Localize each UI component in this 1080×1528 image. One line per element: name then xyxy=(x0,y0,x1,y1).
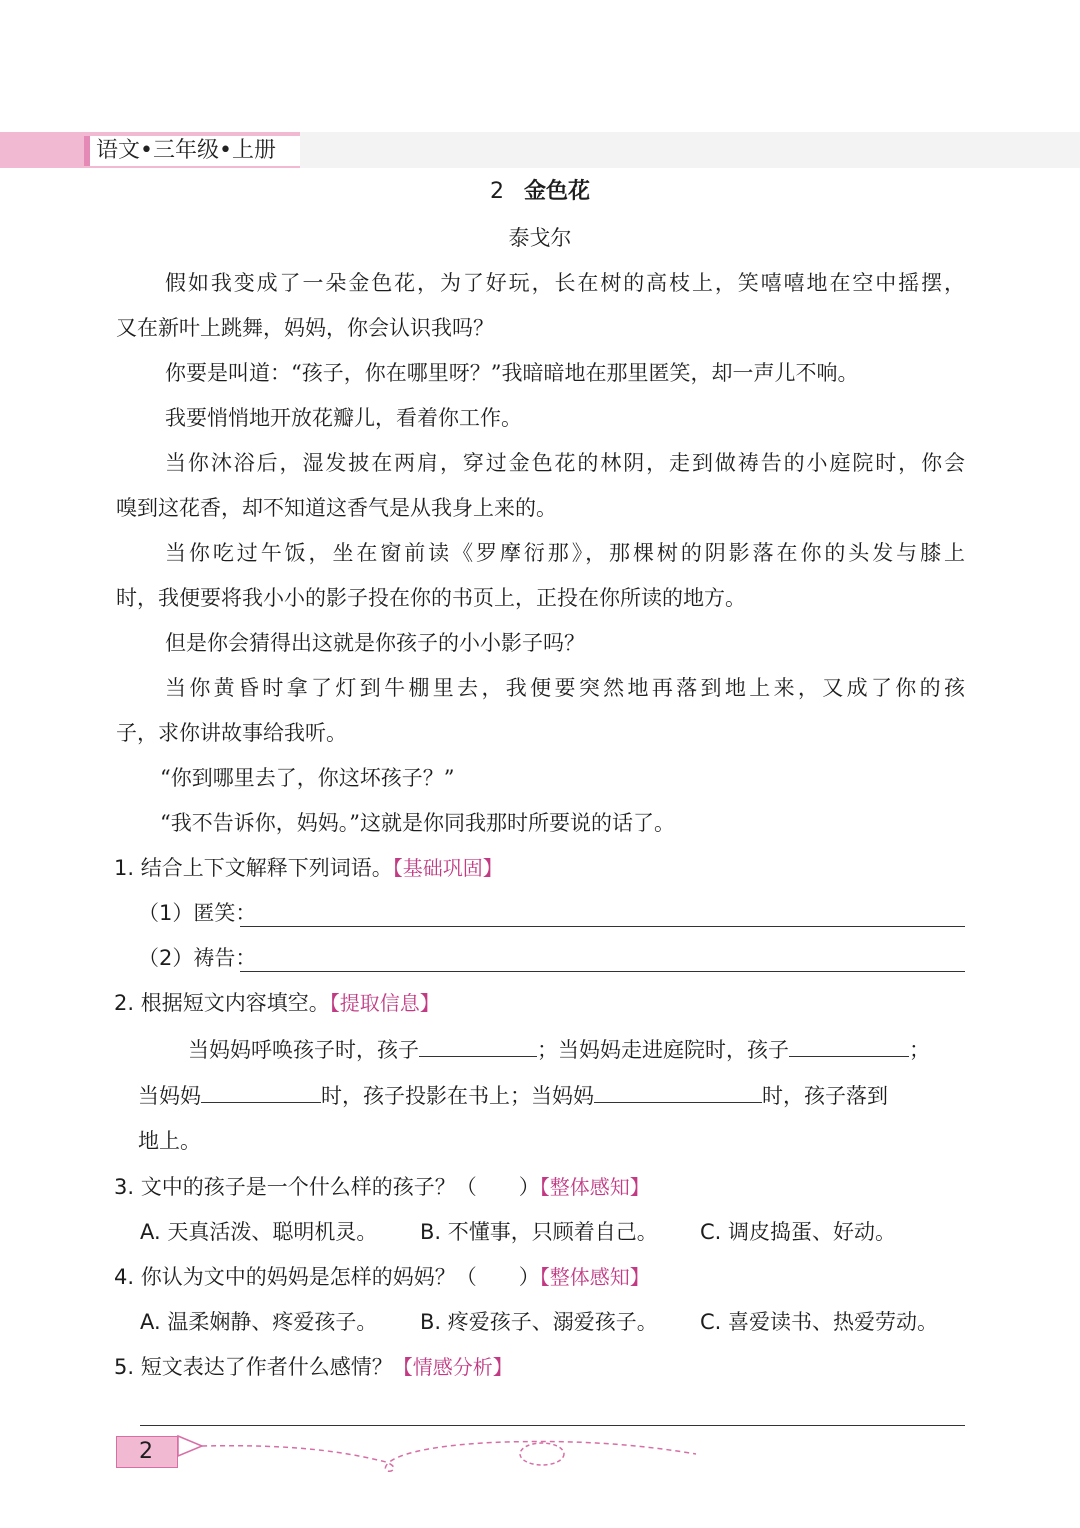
question-5-tag: 【情感分析】 xyxy=(392,1355,513,1379)
lesson-author: 泰戈尔 xyxy=(508,226,572,250)
fill-blank-2[interactable] xyxy=(789,1034,909,1057)
question-3-option-c[interactable]: C. 调皮捣蛋、好动。 xyxy=(700,1220,897,1244)
q2-text-segment: 时，孩子落到 xyxy=(762,1084,888,1108)
lesson-number: 2 xyxy=(489,179,504,204)
question-2 xyxy=(114,988,440,1018)
lesson-title-text: 金色花 xyxy=(523,179,590,204)
question-1 xyxy=(114,853,503,883)
passage-line: 嗅到这花香，却不知道这香气是从我身上来的。 xyxy=(116,496,557,520)
passage-line: 当你沐浴后，湿发披在两肩，穿过金色花的林阴，走到做祷告的小庭院时，你会 xyxy=(165,451,965,475)
passage-line: 你要是叫道：“孩子，你在哪里呀？”我暗暗地在那里匿笑，却一声儿不响。 xyxy=(165,361,859,385)
answer-line-2[interactable] xyxy=(240,971,965,972)
question-3-option-a[interactable]: A. 天真活泼、聪明机灵。 xyxy=(140,1220,378,1244)
question-1-item-1: （1）匿笑： xyxy=(138,901,257,925)
q2-text-segment: 当妈妈 xyxy=(138,1084,201,1108)
fill-blank-3[interactable] xyxy=(201,1080,321,1103)
question-2-line-1 xyxy=(188,1034,930,1065)
fill-blank-4[interactable] xyxy=(594,1080,762,1103)
question-1-tag: 【基础巩固】 xyxy=(392,856,503,880)
question-3 xyxy=(114,1172,650,1202)
passage-line: 当你吃过午饭，坐在窗前读《罗摩衍那》，那棵树的阴影落在你的头发与膝上 xyxy=(165,541,965,565)
passage-line: 假如我变成了一朵金色花，为了好玩，长在树的高枝上，笑嘻嘻地在空中摇摆， xyxy=(165,271,965,295)
answer-line-1[interactable] xyxy=(240,926,965,927)
q2-text-segment: ； xyxy=(909,1038,930,1062)
question-2-line-2 xyxy=(138,1080,888,1111)
question-2-line-3: 地上。 xyxy=(138,1129,201,1153)
passage-line: 但是你会猜得出这就是你孩子的小小影子吗？ xyxy=(165,631,585,655)
q2-text-segment: 当妈妈呼唤孩子时，孩子 xyxy=(188,1038,419,1062)
page-number: 2 xyxy=(116,1436,178,1468)
passage-line: “我不告诉你，妈妈。”这就是你同我那时所要说的话了。 xyxy=(160,811,675,835)
question-4-option-b[interactable]: B. 疼爱孩子、溺爱孩子。 xyxy=(420,1310,658,1334)
fill-blank-1[interactable] xyxy=(419,1034,537,1057)
passage-line: 我要悄悄地开放花瓣儿，看着你工作。 xyxy=(165,406,522,430)
question-3-option-b[interactable]: B. 不懂事，只顾着自己。 xyxy=(420,1220,658,1244)
pencil-decoration-icon xyxy=(176,1430,716,1480)
question-2-text: 2. 根据短文内容填空。 xyxy=(114,991,330,1015)
q2-text-segment: 时，孩子投影在书上；当妈妈 xyxy=(321,1084,594,1108)
question-5 xyxy=(114,1352,513,1382)
question-3-text: 3. 文中的孩子是一个什么样的孩子？（ ） xyxy=(114,1175,540,1199)
question-5-text: 5. 短文表达了作者什么感情？ xyxy=(114,1355,393,1379)
question-4-tag: 【整体感知】 xyxy=(539,1265,650,1289)
question-4-text: 4. 你认为文中的妈妈是怎样的妈妈？（ ） xyxy=(114,1265,540,1289)
passage-line: 当你黄昏时拿了灯到牛棚里去，我便要突然地再落到地上来，又成了你的孩 xyxy=(165,676,965,700)
book-label: 语文•三年级•上册 xyxy=(84,136,300,166)
question-2-tag: 【提取信息】 xyxy=(329,991,440,1015)
lesson-title xyxy=(0,176,1080,208)
q2-text-segment: ；当妈妈走进庭院时，孩子 xyxy=(537,1038,789,1062)
question-4-option-c[interactable]: C. 喜爱读书、热爱劳动。 xyxy=(700,1310,939,1334)
passage-line: “你到哪里去了，你这坏孩子？” xyxy=(160,766,455,790)
passage-line: 子，求你讲故事给我听。 xyxy=(116,721,347,745)
passage-line: 时，我便要将我小小的影子投在你的书页上，正投在你所读的地方。 xyxy=(116,586,746,610)
question-1-item-2: （2）祷告： xyxy=(138,946,257,970)
question-4 xyxy=(114,1262,650,1292)
answer-line-5[interactable] xyxy=(140,1425,965,1426)
question-3-tag: 【整体感知】 xyxy=(539,1175,650,1199)
question-4-option-a[interactable]: A. 温柔娴静、疼爱孩子。 xyxy=(140,1310,378,1334)
question-1-text: 1. 结合上下文解释下列词语。 xyxy=(114,856,393,880)
passage-line: 又在新叶上跳舞，妈妈，你会认识我吗？ xyxy=(116,316,494,340)
